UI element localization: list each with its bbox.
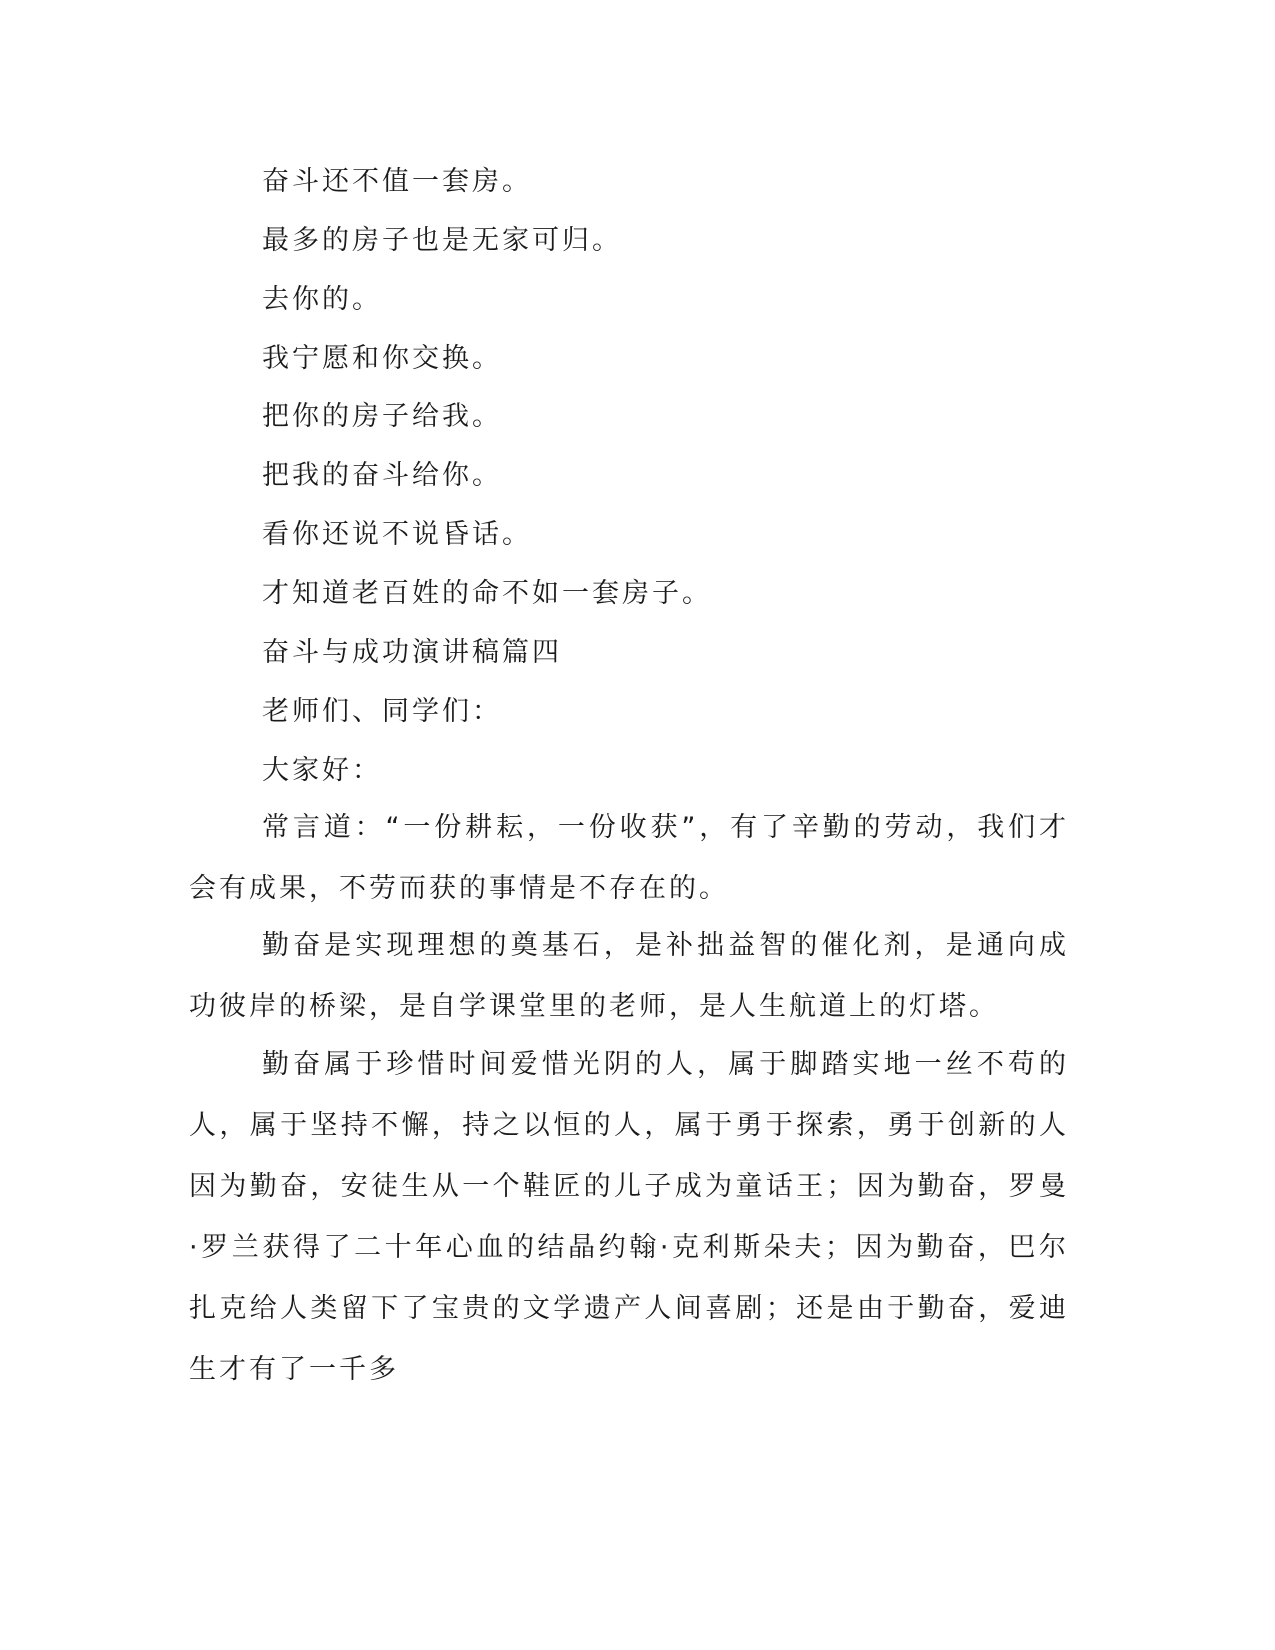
body-paragraph: 勤奋是实现理想的奠基石，是补拙益智的催化剂，是通向成功彼岸的桥梁，是自学课堂里的老师，是人生航道上的灯塔。: [189, 930, 1069, 1022]
body-paragraph: 常言道：“一份耕耘，一份收获”，有了辛勤的劳动，我们才会有成果，不劳而获的事情是不存在的。: [189, 812, 1069, 904]
text-line: 去你的。: [262, 284, 382, 315]
text-line: 最多的房子也是无家可归。: [262, 225, 622, 256]
text-line: 把我的奋斗给你。: [262, 460, 502, 491]
salutation: 老师们、同学们：: [262, 696, 502, 727]
body-paragraph: 勤奋属于珍惜时间爱惜光阴的人，属于脚踏实地一丝不苟的人，属于坚持不懈，持之以恒的人，属于勇于探索，勇于创新的人因为勤奋，安徒生从一个鞋匠的儿子成为童话王；因为勤奋，罗曼·罗兰获得了二十年心血的结晶约翰·克利斯朵夫；因为勤奋，巴尔扎克给人类留下了宝贵的文学遗产人间喜剧；还是由于勤奋，爱迪生才有了一千多: [189, 1049, 1069, 1385]
text-line: 看你还说不说昏话。: [262, 519, 532, 550]
section-heading: 奋斗与成功演讲稿篇四: [262, 637, 562, 668]
greeting: 大家好：: [262, 755, 382, 786]
text-line: 奋斗还不值一套房。: [262, 166, 532, 197]
text-line: 我宁愿和你交换。: [262, 343, 502, 374]
text-line: 把你的房子给我。: [262, 401, 502, 432]
text-line: 才知道老百姓的命不如一套房子。: [262, 578, 712, 609]
